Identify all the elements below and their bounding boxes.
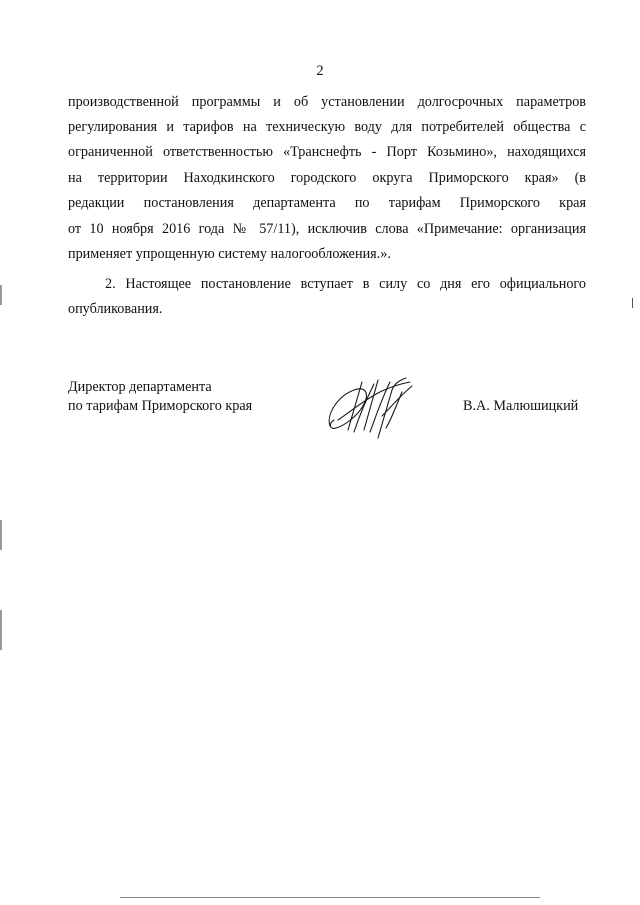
scan-edge-mark	[0, 610, 2, 650]
signatory-name: В.А. Малюшицкий	[463, 398, 579, 414]
text-line: 2. Настоящее постановление вступает в силу со дня его официального	[105, 276, 586, 292]
text-line: применяет упрощенную систему налогообложения.».	[68, 246, 391, 262]
text-line: на территории Находкинского городского округа Приморского края» (в	[68, 170, 586, 186]
handwritten-signature	[320, 370, 432, 442]
text-line: регулирования и тарифов на техническую воду для потребителей общества с	[68, 119, 586, 135]
scan-edge-mark	[0, 520, 2, 550]
text-line: производственной программы и об установлении долгосрочных параметров	[68, 94, 586, 110]
text-line: редакции постановления департамента по тарифам Приморского края	[68, 195, 586, 211]
text-line: от 10 ноября 2016 года № 57/11), исключив слова «Примечание: организация	[68, 221, 586, 237]
text-line: ограниченной ответственностью «Транснефть - Порт Козьмино», находящихся	[68, 144, 586, 160]
scan-bottom-line	[120, 897, 540, 898]
page-number: 2	[316, 63, 324, 79]
signatory-department: по тарифам Приморского края	[68, 398, 253, 414]
scan-edge-mark	[0, 285, 2, 305]
text-line: опубликования.	[68, 301, 163, 317]
signatory-position: Директор департамента	[68, 379, 212, 395]
scan-edge-mark	[632, 298, 633, 308]
